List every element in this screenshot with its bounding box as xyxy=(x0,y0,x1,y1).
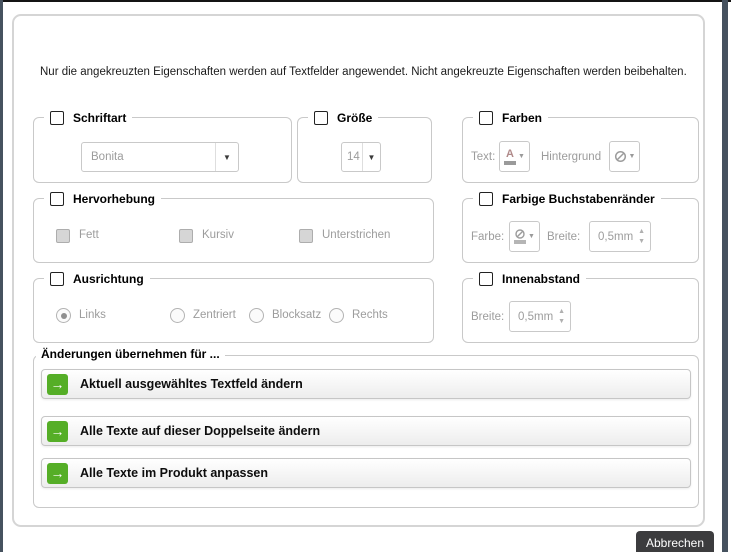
chevron-down-icon: ▼ xyxy=(628,153,636,160)
schriftart-checkbox[interactable] xyxy=(50,111,64,125)
apply-doublepage-label: Alle Texte auf dieser Doppelseite ändern xyxy=(80,424,321,438)
bold-label: Fett xyxy=(79,229,99,241)
innenabstand-label: Innenabstand xyxy=(502,271,581,286)
background-color-label: Hintergrund xyxy=(541,151,602,163)
chevron-down-icon: ▼ xyxy=(518,153,525,160)
section-apply-changes xyxy=(33,347,699,508)
align-left-label: Links xyxy=(79,309,106,321)
text-color-label: Text: xyxy=(471,151,496,163)
spinner-arrows[interactable] xyxy=(553,308,570,325)
spinner-down-icon[interactable]: ▼ xyxy=(638,238,646,245)
intro-text: Nur die angekreuzten Eigenschaften werden auf Textfelder angewendet. Nicht angekreuzte Eigenschaften werden beibehalten. xyxy=(40,66,687,78)
breite-label: Breite: xyxy=(547,231,581,243)
hervorhebung-legend xyxy=(44,190,161,207)
green-arrow-icon: → xyxy=(47,463,68,484)
groesse-checkbox[interactable] xyxy=(314,111,328,125)
farbige-label: Farbige Buchstabenränder xyxy=(502,191,655,206)
innenabstand-checkbox[interactable] xyxy=(479,272,493,286)
hervorhebung-checkbox[interactable] xyxy=(50,192,64,206)
groesse-label: Größe xyxy=(337,110,373,125)
apply-product-label: Alle Texte im Produkt anpassen xyxy=(80,466,269,480)
section-ausrichtung xyxy=(33,271,434,343)
farbige-legend xyxy=(473,190,661,207)
spinner-up-icon[interactable]: ▲ xyxy=(558,308,566,315)
background-color-picker[interactable] xyxy=(609,141,640,172)
align-center-label: Zentriert xyxy=(193,309,236,321)
border-width-value: 0,5mm xyxy=(598,230,634,243)
green-arrow-icon: → xyxy=(47,374,68,395)
font-dropdown-value: Bonita xyxy=(91,151,124,163)
window-left-border xyxy=(0,0,3,552)
spinner-up-icon[interactable]: ▲ xyxy=(638,228,646,235)
groesse-legend xyxy=(308,109,378,126)
align-right-label: Rechts xyxy=(352,309,388,321)
innenabstand-legend xyxy=(473,270,586,287)
border-color-picker[interactable] xyxy=(509,221,540,252)
bold-checkbox[interactable] xyxy=(56,229,70,243)
padding-width-value: 0,5mm xyxy=(518,310,554,323)
chevron-down-icon[interactable]: ▼ xyxy=(362,143,380,171)
farbe-label: Farbe: xyxy=(471,231,505,243)
align-left-radio[interactable] xyxy=(56,308,71,323)
size-dropdown[interactable] xyxy=(341,142,381,172)
italic-label: Kursiv xyxy=(202,229,234,241)
apply-product-button[interactable] xyxy=(41,458,691,488)
apply-doublepage-button[interactable] xyxy=(41,416,691,446)
schriftart-legend xyxy=(44,109,132,126)
section-innenabstand xyxy=(462,271,699,343)
section-hervorhebung xyxy=(33,191,434,263)
ausrichtung-label: Ausrichtung xyxy=(73,271,144,286)
align-center-radio[interactable] xyxy=(170,308,185,323)
window-right-border xyxy=(722,0,728,552)
window-top-border xyxy=(0,0,731,2)
section-schriftart xyxy=(33,110,292,183)
section-groesse xyxy=(297,110,432,183)
ausrichtung-checkbox[interactable] xyxy=(50,272,64,286)
section-farben xyxy=(462,110,699,183)
font-dropdown[interactable] xyxy=(81,142,239,172)
green-arrow-icon: → xyxy=(47,421,68,442)
chevron-down-icon: ▼ xyxy=(528,233,535,240)
border-width-spinner[interactable] xyxy=(589,221,651,252)
italic-checkbox[interactable] xyxy=(179,229,193,243)
text-color-picker[interactable] xyxy=(499,141,530,172)
cancel-button[interactable]: Abbrechen xyxy=(636,531,714,552)
apply-current-textfield-label: Aktuell ausgewähltes Textfeld ändern xyxy=(80,377,303,391)
farben-legend xyxy=(473,109,548,126)
padding-width-spinner[interactable] xyxy=(509,301,571,332)
align-justify-label: Blocksatz xyxy=(272,309,322,321)
no-color-icon xyxy=(614,150,627,163)
apply-current-textfield-button[interactable] xyxy=(41,369,691,399)
align-right-radio[interactable] xyxy=(329,308,344,323)
farbige-checkbox[interactable] xyxy=(479,192,493,206)
ausrichtung-legend xyxy=(44,270,150,287)
schriftart-label: Schriftart xyxy=(73,110,127,125)
section-farbige-buchstabenraender xyxy=(462,191,699,263)
hervorhebung-label: Hervorhebung xyxy=(73,191,156,206)
underline-checkbox[interactable] xyxy=(299,229,313,243)
no-color-bar-icon xyxy=(514,229,526,244)
size-dropdown-value: 14 xyxy=(347,151,360,163)
apply-title: Änderungen übernehmen für ... xyxy=(36,347,225,364)
farben-checkbox[interactable] xyxy=(479,111,493,125)
chevron-down-icon[interactable]: ▼ xyxy=(215,143,238,171)
align-justify-radio[interactable] xyxy=(249,308,264,323)
underline-label: Unterstrichen xyxy=(322,229,391,241)
padding-breite-label: Breite: xyxy=(471,311,505,323)
spinner-arrows[interactable] xyxy=(633,228,650,245)
farben-label: Farben xyxy=(502,110,543,125)
spinner-down-icon[interactable]: ▼ xyxy=(558,318,566,325)
font-color-icon: A xyxy=(504,149,516,165)
